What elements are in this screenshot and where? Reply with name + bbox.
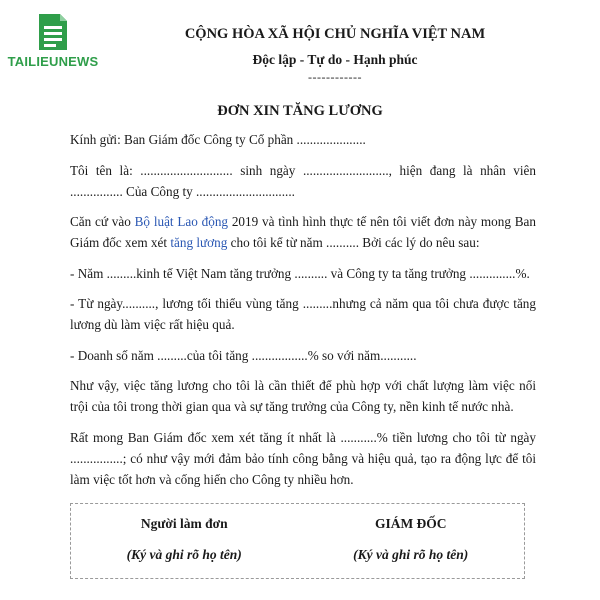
document-header — [95, 26, 575, 85]
salary-raise-link[interactable]: tăng lương — [170, 235, 228, 250]
brand-logo — [8, 12, 98, 69]
greeting: Kính gửi: Ban Giám đốc Công ty Cổ phần ..................... — [70, 132, 366, 147]
basis-paragraph — [70, 211, 536, 253]
applicant-role: Người làm đơn — [140, 516, 228, 531]
nation-title: CỘNG HÒA XÃ HỘI CHỦ NGHĨA VIỆT NAM — [184, 26, 486, 42]
document-body — [70, 129, 536, 499]
director-signature — [298, 504, 525, 578]
intro-paragraph: Tôi tên là: ............................ sinh ngày .........................., hiện đang là nhân viên ................ Của Công ty .............................. — [70, 162, 536, 199]
director-role: GIÁM ĐỐC — [374, 516, 447, 531]
basis-text-3: cho tôi kể từ năm .......... Bởi các lý do nêu sau: — [227, 235, 480, 250]
header-separator: ------------ — [308, 70, 362, 84]
document-title: ĐƠN XIN TĂNG LƯƠNG — [217, 103, 383, 119]
signature-box — [70, 503, 525, 579]
reason-item-2: - Từ ngày.........., lương tối thiểu vùng tăng .........nhưng cả năm qua tôi chưa được tăng lương dù làm việc rất hiệu quả. — [70, 296, 536, 332]
brand-name: TAILIEUNEWS — [7, 54, 99, 69]
applicant-sign-hint: (Ký và ghi rõ họ tên) — [126, 547, 242, 562]
national-motto: Độc lập - Tự do - Hạnh phúc — [252, 52, 418, 67]
director-sign-hint: (Ký và ghi rõ họ tên) — [353, 547, 469, 562]
document-icon — [36, 12, 70, 52]
reason-item-3: - Doanh số năm .........của tôi tăng .................% so với năm........... — [70, 347, 417, 363]
labor-law-link[interactable]: Bộ luật Lao động — [134, 214, 229, 229]
conclusion-paragraph: Như vậy, việc tăng lương cho tôi là cần thiết để phù hợp với chất lượng làm việc nổi trội của tôi trong thời gian qua và sự tăng trưởng của Công ty, nền kinh tế nước nhà. — [70, 378, 536, 414]
reason-item-1: - Năm .........kinh tế Việt Nam tăng trưởng .......... và Công ty ta tăng trưởng ..............%. — [70, 265, 530, 281]
basis-text-2: 2019 và tình hình thực tế nên tôi viết đơn này mong Ban Giám đốc xem xét — [70, 214, 536, 250]
applicant-signature — [71, 504, 298, 578]
request-paragraph: Rất mong Ban Giám đốc xem xét tăng ít nhất là ...........% tiền lương cho tôi từ ngày ................; có như vậy mới đảm bảo tính công bằng và hiệu quả, tạo ra động lực để tôi làm việc tốt hơn và cống hiến cho Công ty nhiều hơn. — [70, 429, 536, 487]
basis-text-1: Căn cứ vào — [70, 214, 135, 229]
